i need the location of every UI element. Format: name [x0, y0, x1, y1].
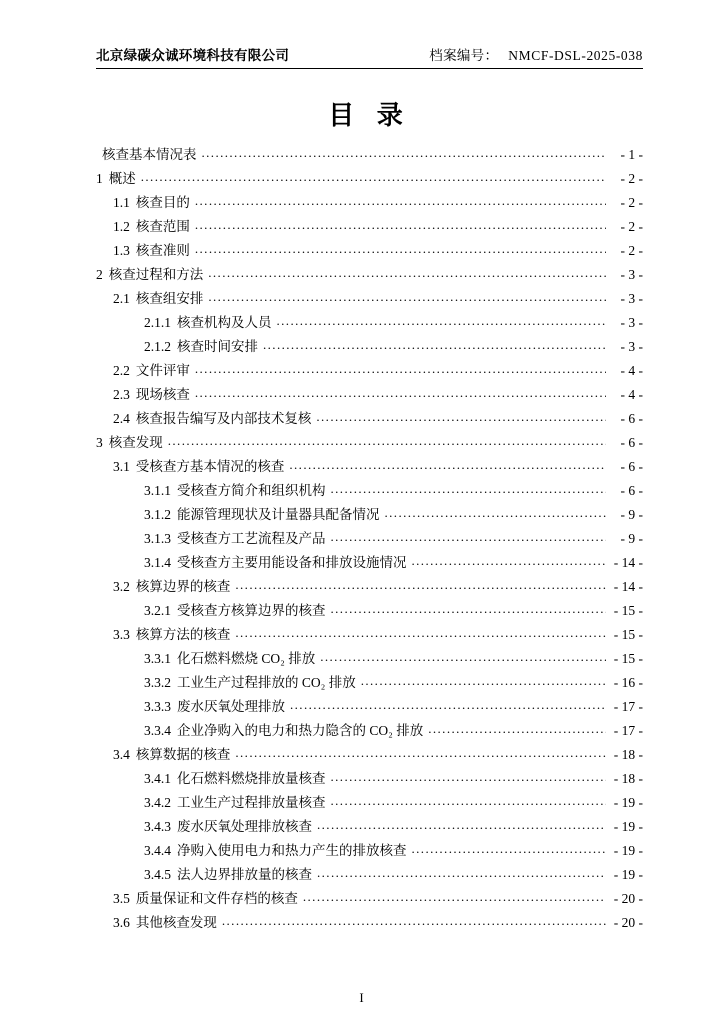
- archive-number-value: NMCF-DSL-2025-038: [508, 48, 643, 63]
- toc-entry-number: 2.1.2: [144, 339, 171, 354]
- toc-leader-dots: [317, 818, 606, 831]
- toc-entry[interactable]: [96, 892, 643, 906]
- toc-entry[interactable]: [96, 796, 643, 810]
- toc-leader-dots: [208, 290, 606, 303]
- toc-entry-page: - 15 -: [613, 627, 643, 642]
- toc-entry-page: - 2 -: [620, 195, 643, 210]
- toc-entry-number: 3.2.1: [144, 603, 171, 618]
- toc-leader-dots: [289, 458, 606, 471]
- toc-entry[interactable]: [96, 364, 643, 378]
- toc-leader-dots: [361, 674, 606, 687]
- toc-entry-number: 1.1: [113, 195, 130, 210]
- toc-entry-title: 化石燃料燃烧 CO₂ 排放: [177, 651, 316, 666]
- toc-entry-number: 3.4.4: [144, 843, 171, 858]
- toc-entry-page: - 4 -: [620, 363, 643, 378]
- toc-leader-dots: [195, 386, 606, 399]
- toc-entry-page: - 19 -: [613, 795, 643, 810]
- toc-entry-page: - 19 -: [613, 867, 643, 882]
- toc-leader-dots: [316, 410, 606, 423]
- toc-entry[interactable]: [96, 292, 643, 306]
- toc-entry-title: 核查机构及人员: [177, 315, 272, 330]
- toc-entry-number: 3.1: [113, 459, 130, 474]
- toc-entry-number: 2.1.1: [144, 315, 171, 330]
- toc-entry-page: - 1 -: [620, 147, 643, 162]
- document-header: [96, 44, 643, 69]
- toc-entry-title: 化石燃料燃烧排放量核查: [177, 771, 326, 786]
- toc-entry-title: 现场核查: [135, 387, 190, 402]
- toc-entry-page: - 17 -: [613, 723, 643, 738]
- toc-entry-number: 3.1.4: [144, 555, 171, 570]
- toc-entry-number: 3.3.2: [144, 675, 171, 690]
- toc-entry[interactable]: [96, 844, 643, 858]
- toc-entry[interactable]: [96, 412, 643, 426]
- toc-entry-title: 核查组安排: [135, 291, 204, 306]
- toc-entry-number: 3.4: [113, 747, 130, 762]
- toc-entry-number: 2.2: [113, 363, 130, 378]
- toc-leader-dots: [235, 626, 606, 639]
- toc-entry-title: 核查基本情况表: [102, 147, 197, 162]
- toc-leader-dots: [428, 722, 606, 735]
- page-title: 目 录: [328, 101, 411, 130]
- toc-leader-dots: [412, 842, 607, 855]
- page-footer: [0, 990, 723, 1006]
- toc-entry-number: 2: [96, 267, 103, 282]
- toc-entry[interactable]: [96, 820, 643, 834]
- toc-entry-title: 工业生产过程排放量核查: [177, 795, 326, 810]
- toc-leader-dots: [385, 506, 607, 519]
- toc-entry-title: 文件评审: [135, 363, 190, 378]
- toc-entry-number: 3.3.1: [144, 651, 171, 666]
- toc-entry-page: - 15 -: [613, 651, 643, 666]
- toc-entry-title: 受核查方简介和组织机构: [177, 483, 326, 498]
- toc-entry-title: 核查时间安排: [177, 339, 258, 354]
- toc-entry-number: 2.1: [113, 291, 130, 306]
- toc-entry-page: - 4 -: [620, 387, 643, 402]
- toc-entry-page: - 6 -: [620, 483, 643, 498]
- toc-entry[interactable]: [96, 508, 643, 522]
- toc-entry-page: - 14 -: [613, 579, 643, 594]
- toc-entry[interactable]: [96, 316, 643, 330]
- toc-entry[interactable]: [96, 676, 643, 690]
- toc-entry-page: - 19 -: [613, 843, 643, 858]
- toc-entry-title: 废水厌氧处理排放核查: [177, 819, 312, 834]
- toc-entry-number: 3.3.4: [144, 723, 171, 738]
- toc-entry[interactable]: [96, 148, 643, 162]
- toc-entry-title: 净购入使用电力和热力产生的排放核查: [177, 843, 407, 858]
- toc-leader-dots: [222, 914, 606, 927]
- toc-entry-number: 3.4.2: [144, 795, 171, 810]
- archive-number-label: 档案编号：: [429, 48, 499, 63]
- toc-entry-page: - 14 -: [613, 555, 643, 570]
- toc-entry-page: - 2 -: [620, 171, 643, 186]
- toc-entry[interactable]: [96, 868, 643, 882]
- toc-entry-page: - 3 -: [620, 339, 643, 354]
- toc-entry-page: - 15 -: [613, 603, 643, 618]
- toc-entry[interactable]: [96, 436, 643, 450]
- toc-entry[interactable]: [96, 580, 643, 594]
- toc-leader-dots: [235, 746, 606, 759]
- table-of-contents: [96, 148, 643, 930]
- toc-leader-dots: [331, 602, 607, 615]
- toc-leader-dots: [331, 794, 607, 807]
- toc-entry-number: 1.3: [113, 243, 130, 258]
- toc-entry-page: - 2 -: [620, 243, 643, 258]
- toc-entry-number: 3: [96, 435, 103, 450]
- toc-entry-number: 2.3: [113, 387, 130, 402]
- toc-entry-page: - 20 -: [613, 891, 643, 906]
- toc-entry[interactable]: [96, 700, 643, 714]
- toc-entry[interactable]: [96, 772, 643, 786]
- toc-leader-dots: [320, 650, 606, 663]
- toc-entry-title: 质量保证和文件存档的核查: [135, 891, 298, 906]
- toc-entry-number: 3.4.5: [144, 867, 171, 882]
- toc-entry[interactable]: [96, 724, 643, 738]
- toc-entry-title: 核查报告编写及内部技术复核: [135, 411, 312, 426]
- toc-entry-number: 3.4.3: [144, 819, 171, 834]
- toc-entry-title: 核算边界的核查: [135, 579, 231, 594]
- toc-entry-number: 1: [96, 171, 103, 186]
- toc-entry-title: 核算数据的核查: [135, 747, 231, 762]
- toc-leader-dots: [412, 554, 607, 567]
- toc-entry-title: 其他核查发现: [135, 915, 217, 930]
- toc-leader-dots: [263, 338, 606, 351]
- toc-entry-page: - 6 -: [620, 435, 643, 450]
- toc-entry[interactable]: [96, 916, 643, 930]
- toc-entry[interactable]: [96, 460, 643, 474]
- toc-entry[interactable]: [96, 652, 643, 666]
- toc-entry[interactable]: [96, 244, 643, 258]
- toc-entry-page: - 16 -: [613, 675, 643, 690]
- toc-leader-dots: [195, 218, 606, 231]
- toc-entry-page: - 9 -: [620, 531, 643, 546]
- toc-entry-title: 工业生产过程排放的 CO₂ 排放: [177, 675, 356, 690]
- toc-entry-page: - 18 -: [613, 747, 643, 762]
- toc-entry-title: 核算方法的核查: [135, 627, 231, 642]
- toc-entry-title: 能源管理现状及计量器具配备情况: [177, 507, 380, 522]
- toc-entry-title: 废水厌氧处理排放: [177, 699, 285, 714]
- toc-entry-title: 核查准则: [135, 243, 190, 258]
- toc-leader-dots: [195, 242, 606, 255]
- toc-entry[interactable]: [96, 196, 643, 210]
- toc-entry[interactable]: [96, 532, 643, 546]
- toc-entry-page: - 3 -: [620, 267, 643, 282]
- toc-leader-dots: [290, 698, 606, 711]
- toc-entry-number: 3.2: [113, 579, 130, 594]
- toc-entry-title: 受核查方主要用能设备和排放设施情况: [177, 555, 407, 570]
- toc-entry-title: 概述: [108, 171, 136, 186]
- toc-entry-page: - 3 -: [620, 315, 643, 330]
- toc-leader-dots: [208, 266, 606, 279]
- toc-leader-dots: [331, 770, 607, 783]
- toc-entry-page: - 20 -: [613, 915, 643, 930]
- toc-entry[interactable]: [96, 484, 643, 498]
- toc-entry-title: 核查范围: [135, 219, 190, 234]
- toc-entry-page: - 6 -: [620, 459, 643, 474]
- toc-leader-dots: [195, 194, 606, 207]
- toc-entry-number: 3.1.3: [144, 531, 171, 546]
- toc-entry[interactable]: [96, 172, 643, 186]
- toc-entry-title: 受核查方核算边界的核查: [177, 603, 326, 618]
- toc-leader-dots: [317, 866, 606, 879]
- toc-entry-title: 法人边界排放量的核查: [177, 867, 312, 882]
- toc-entry-page: - 3 -: [620, 291, 643, 306]
- toc-leader-dots: [195, 362, 606, 375]
- toc-entry-page: - 9 -: [620, 507, 643, 522]
- toc-entry-number: 3.5: [113, 891, 130, 906]
- toc-entry-page: - 19 -: [613, 819, 643, 834]
- toc-leader-dots: [202, 146, 607, 159]
- toc-entry[interactable]: [96, 340, 643, 354]
- toc-entry-number: 3.4.1: [144, 771, 171, 786]
- toc-entry-title: 核查过程和方法: [108, 267, 204, 282]
- toc-entry[interactable]: [96, 220, 643, 234]
- toc-entry-number: 2.4: [113, 411, 130, 426]
- toc-leader-dots: [303, 890, 606, 903]
- toc-leader-dots: [141, 170, 606, 183]
- toc-entry-number: 3.3: [113, 627, 130, 642]
- toc-leader-dots: [168, 434, 606, 447]
- toc-entry-number: 3.6: [113, 915, 130, 930]
- archive-number: [429, 44, 643, 64]
- toc-entry-number: 3.1.2: [144, 507, 171, 522]
- company-name: 北京绿碳众诚环境科技有限公司: [96, 48, 290, 63]
- page-number: I: [359, 990, 364, 1005]
- toc-entry-number: 3.1.1: [144, 483, 171, 498]
- toc-entry-title: 核查发现: [108, 435, 163, 450]
- toc-leader-dots: [331, 482, 607, 495]
- toc-entry-title: 企业净购入的电力和热力隐含的 CO₂ 排放: [177, 723, 424, 738]
- toc-entry-title: 受核查方工艺流程及产品: [177, 531, 326, 546]
- toc-entry-number: 3.3.3: [144, 699, 171, 714]
- toc-entry-page: - 18 -: [613, 771, 643, 786]
- toc-leader-dots: [277, 314, 607, 327]
- toc-entry[interactable]: [96, 604, 643, 618]
- toc-leader-dots: [331, 530, 607, 543]
- toc-entry[interactable]: [96, 748, 643, 762]
- toc-entry[interactable]: [96, 388, 643, 402]
- toc-entry-page: - 2 -: [620, 219, 643, 234]
- toc-entry-title: 受核查方基本情况的核查: [135, 459, 285, 474]
- toc-entry-title: 核查目的: [135, 195, 190, 210]
- toc-entry-page: - 6 -: [620, 411, 643, 426]
- toc-entry[interactable]: [96, 628, 643, 642]
- page-content-area: [96, 44, 643, 984]
- toc-entry-page: - 17 -: [613, 699, 643, 714]
- toc-entry-number: 1.2: [113, 219, 130, 234]
- toc-entry[interactable]: [96, 556, 643, 570]
- toc-entry[interactable]: [96, 268, 643, 282]
- toc-leader-dots: [235, 578, 606, 591]
